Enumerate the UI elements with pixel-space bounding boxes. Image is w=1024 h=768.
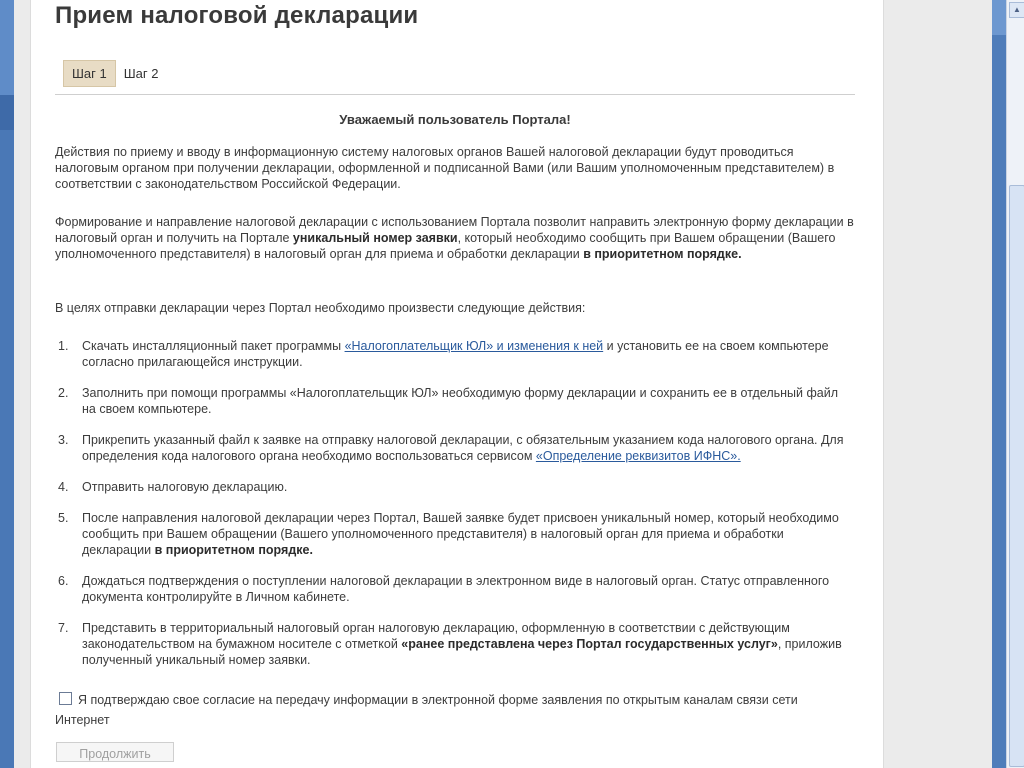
tab-step-2[interactable]: Шаг 2 — [123, 66, 159, 81]
left-edge-band — [0, 130, 14, 768]
intro-paragraph: Действия по приему и вводу в информационную систему налоговых органов Вашей налоговой декларации будут проводиться налоговым органом при получении декларации, оформленной и подписанной Вами (или Вашим уполномоченным представителем) в соответствии с законодательством Российской Федерации. — [55, 145, 835, 191]
ifns-details-link[interactable]: «Определение реквизитов ИФНС». — [535, 449, 741, 463]
list-number: 5. — [58, 511, 69, 525]
actions-intro: В целях отправки декларации через Портал необходимо произвести следующие действия: — [55, 301, 586, 315]
left-edge-band — [0, 95, 14, 130]
list-number: 6. — [58, 574, 69, 588]
text-span: После направления налоговой декларации через Портал, Вашей заявке будет присвоен уникальный номер, который необходимо сообщить при Вашем обращении (Вашего уполномоченного представителя) в налоговый орган для приема и обработки декларации — [82, 511, 839, 557]
list-item — [55, 573, 855, 605]
text-span: Дождаться подтверждения о поступлении налоговой декларации в электронном виде в налоговый орган. Статус отправленного документа контролируйте в Личном кабинете. — [82, 574, 830, 604]
left-window-edge — [0, 0, 14, 768]
continue-button[interactable]: Продолжить — [56, 742, 174, 762]
tab-step-1[interactable]: Шаг 1 — [63, 60, 116, 87]
consent-checkbox[interactable] — [59, 692, 72, 705]
text-span: и установить ее на своем компьютере согласно прилагающейся инструкции. — [82, 339, 829, 369]
tabs-divider — [55, 94, 855, 95]
unique-number-bold: уникальный номер заявки — [292, 231, 458, 245]
left-edge-band — [0, 0, 14, 95]
portal-mark-bold: «ранее представлена через Портал государственных услуг» — [401, 637, 778, 651]
text-span: Заполнить при помощи программы «Налогоплательщик ЮЛ» необходимую форму декларации и сохранить ее в отдельный файл на своем компьютере. — [82, 386, 838, 416]
text-span: Формирование и направление налоговой декларации с использованием Портала позволит направить электронную форму декларации в налоговый орган и получить на Портале — [55, 215, 854, 245]
text-span: Скачать инсталляционный пакет программы — [82, 339, 345, 353]
text-span: Прикрепить указанный файл к заявке на отправку налоговой декларации, с обязательным указанием кода налогового органа. Для определения кода налогового органа необходимо воспользоваться сервисом — [82, 433, 844, 463]
scroll-up-arrow-icon[interactable]: ▲ — [1009, 2, 1024, 18]
list-number: 1. — [58, 339, 69, 353]
list-number: 2. — [58, 386, 69, 400]
priority-bold: в приоритетном порядке. — [583, 247, 742, 261]
consent-row — [55, 690, 855, 730]
page-title: Прием налоговой декларации — [55, 2, 419, 29]
step-tabs — [63, 60, 166, 87]
text-span: Представить в территориальный налоговый орган налоговую декларацию, оформленную в соответствии с действующим законодательством на бумажном носителе с отметкой — [82, 621, 790, 651]
priority-bold: в приоритетном порядке. — [154, 543, 313, 557]
list-item — [55, 479, 855, 495]
vertical-scrollbar[interactable] — [1006, 0, 1024, 768]
list-item — [55, 385, 855, 417]
text-span: , который необходимо сообщить при Вашем обращении (Вашего уполномоченного представителя) в налоговый орган для приема и обработки декларации — [55, 231, 836, 261]
greeting-heading: Уважаемый пользователь Портала! — [339, 112, 571, 127]
list-item — [55, 510, 855, 558]
consent-label: Я подтверждаю свое согласие на передачу информации в электронной форме заявления по открытым каналам связи сети Интернет — [55, 693, 798, 727]
list-item — [55, 620, 855, 668]
list-number: 4. — [58, 480, 69, 494]
portal-benefit-paragraph — [55, 214, 855, 262]
scrollbar-thumb[interactable] — [1009, 185, 1024, 767]
steps-list — [55, 338, 855, 683]
text-span: Отправить налоговую декларацию. — [82, 480, 288, 494]
list-number: 7. — [58, 621, 69, 635]
text-span: , приложив полученный уникальный номер заявки. — [82, 637, 842, 667]
download-program-link[interactable]: «Налогоплательщик ЮЛ» и изменения к ней — [344, 339, 604, 353]
list-item — [55, 338, 855, 370]
right-edge-band — [992, 0, 1006, 35]
right-window-edge — [992, 0, 1006, 768]
list-item — [55, 432, 855, 464]
list-number: 3. — [58, 433, 69, 447]
